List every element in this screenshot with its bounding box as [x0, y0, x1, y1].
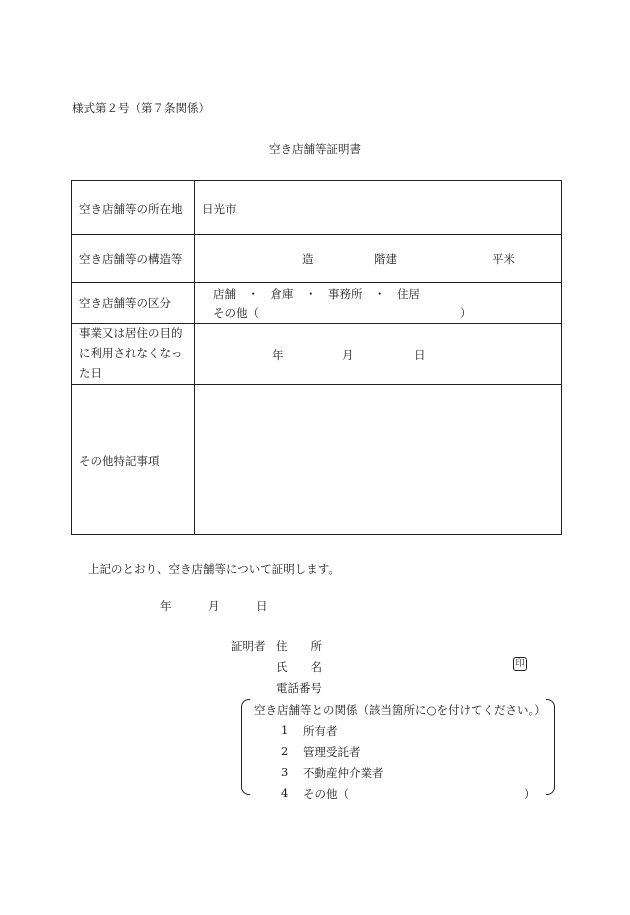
table-row-divider: [72, 384, 561, 385]
relation-other-close: ）: [524, 787, 536, 801]
structure-construction: 造: [302, 252, 314, 266]
phone-label: 電話番号: [276, 681, 322, 695]
relation-option[interactable]: 不動産仲介業者: [303, 766, 384, 780]
vacancy-month: 月: [342, 348, 354, 362]
issue-day: 日: [256, 599, 268, 613]
form-number: 様式第２号（第７条関係）: [72, 101, 210, 115]
structure-area-unit: 平米: [492, 252, 515, 266]
bracket-right-icon: [546, 699, 555, 795]
table-row-divider: [72, 234, 561, 235]
table-row-divider: [72, 282, 561, 283]
relation-option[interactable]: 管理受託者: [303, 745, 361, 759]
name-label: 氏 名: [276, 660, 322, 674]
vacancy-year: 年: [272, 348, 284, 362]
location-label: 空き店舗等の所在地: [79, 202, 183, 216]
relation-number: 1: [281, 723, 289, 737]
issue-month: 月: [208, 599, 220, 613]
bracket-left-icon: [241, 699, 250, 795]
issue-year: 年: [160, 599, 172, 613]
relation-option[interactable]: 所有者: [303, 724, 338, 738]
classification-label: 空き店舗等の区分: [79, 296, 171, 310]
location-value[interactable]: 日光市: [202, 202, 237, 216]
relation-title: 空き店舗等との関係（該当箇所に○を付けてください。）: [254, 703, 546, 717]
relation-option[interactable]: その他（: [303, 787, 349, 801]
relation-number: 4: [281, 786, 289, 800]
relation-number: 3: [281, 765, 289, 779]
classification-other-open[interactable]: その他（: [213, 306, 259, 320]
structure-floors: 階建: [374, 252, 397, 266]
vacancy-date-label: [79, 323, 183, 383]
classification-other-close: ）: [460, 306, 472, 320]
vacancy-day: 日: [414, 348, 426, 362]
vacancy-date-label-line: に利用されなくなっ: [79, 346, 183, 360]
relation-number: 2: [281, 744, 289, 758]
remarks-label: その他特記事項: [79, 454, 160, 468]
certificate-table: [71, 180, 562, 535]
vacancy-date-label-line: 事業又は居住の目的: [79, 326, 183, 340]
certifier-label: 証明者: [231, 639, 266, 653]
vacancy-date-label-line: た日: [79, 366, 102, 380]
seal-icon: 印: [513, 657, 527, 671]
structure-label: 空き店舗等の構造等: [79, 252, 183, 266]
document-title: 空き店舗等証明書: [269, 142, 361, 156]
address-label: 住 所: [276, 639, 322, 653]
certification-statement: 上記のとおり、空き店舗等について証明します。: [88, 562, 340, 576]
classification-options[interactable]: 店舗 ・ 倉庫 ・ 事務所 ・ 住居: [213, 287, 420, 301]
